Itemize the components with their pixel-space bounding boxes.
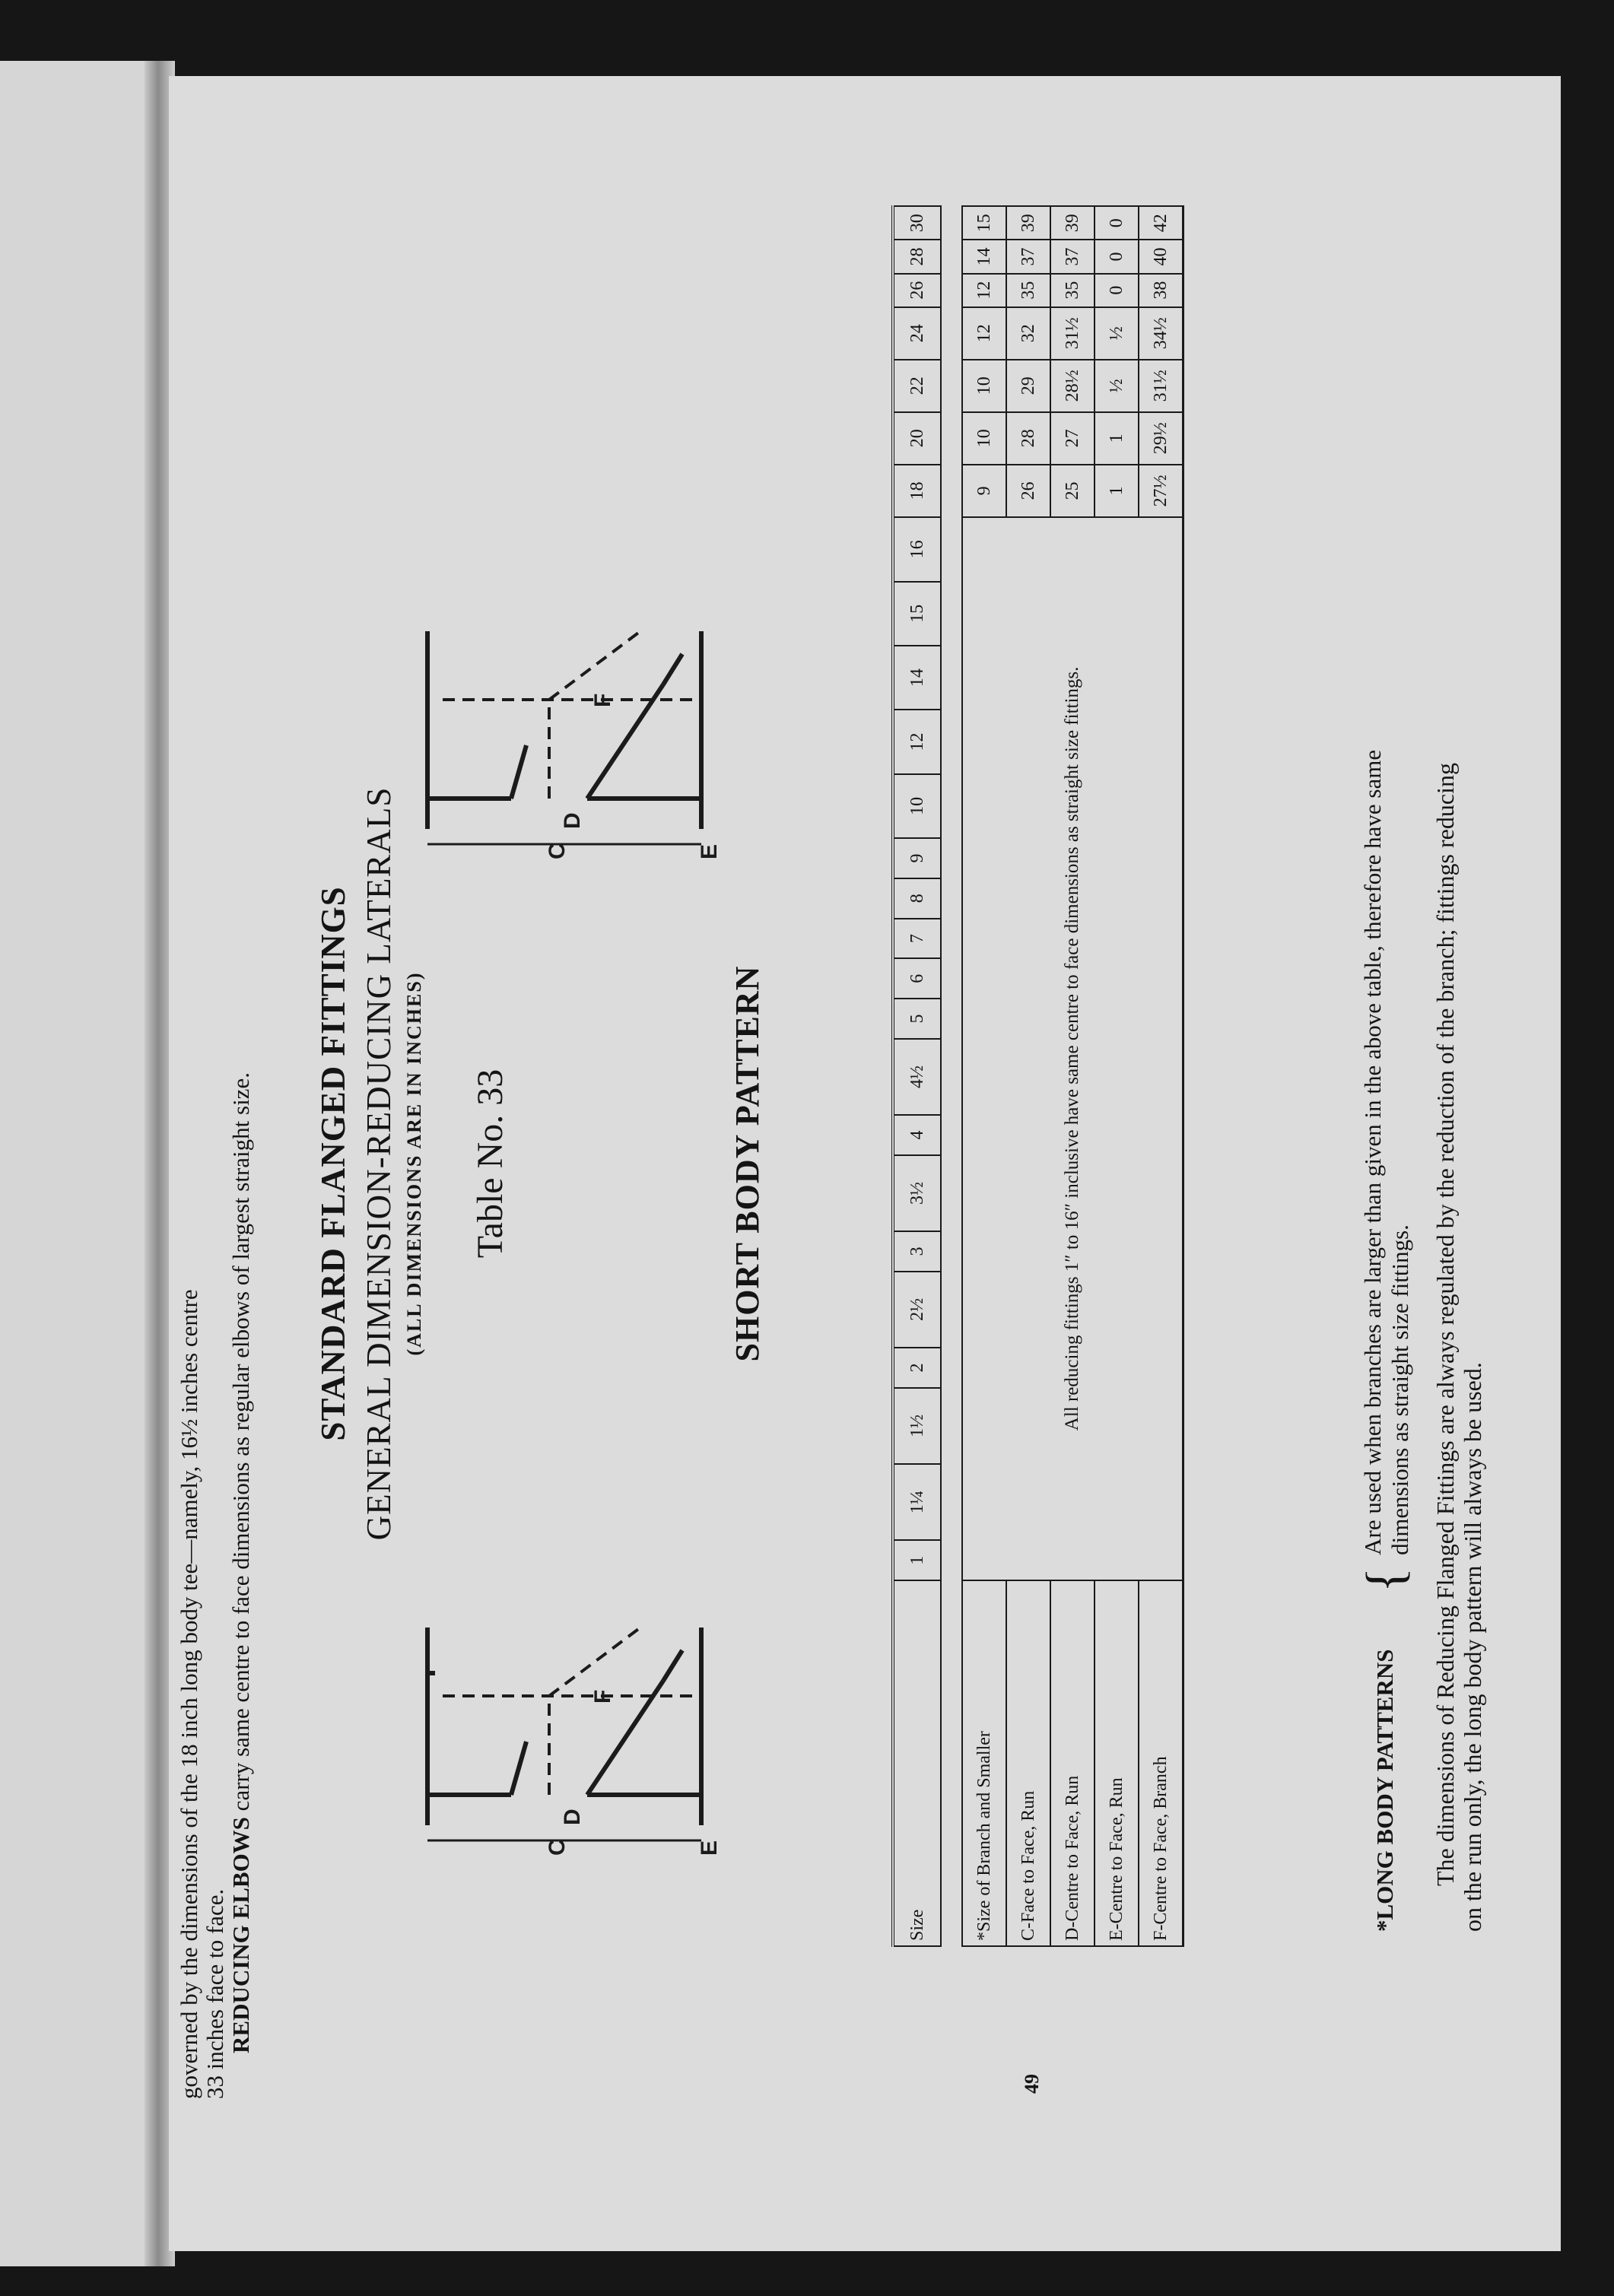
diagram-right-label-f: F: [590, 693, 615, 707]
value-cell: 14: [962, 240, 1006, 273]
diagram-left-label-c: C: [545, 1839, 570, 1856]
value-cell: 25: [1050, 465, 1095, 517]
long-body-note: [1356, 183, 1415, 1932]
size-cell: 20: [893, 412, 941, 465]
size-cell: 7: [893, 919, 941, 959]
size-cell: 14: [893, 646, 941, 710]
size-row: [893, 206, 941, 1946]
size-cell: 9: [893, 838, 941, 878]
size-cell: 2: [893, 1348, 941, 1388]
row-label: F-Centre to Face, Branch: [1139, 1580, 1183, 1946]
diagram-left-label-f: F: [590, 1689, 615, 1704]
footer-line-1: The dimensions of Reducing Flanged Fittings are always regulated by the reduction of the branch; fittings reducing: [1431, 763, 1459, 1886]
size-cell: 12: [893, 710, 941, 773]
size-cell: 6: [893, 958, 941, 999]
value-cell: 1: [1095, 412, 1139, 465]
value-cell: 39: [1050, 206, 1095, 240]
value-cell: 32: [1006, 307, 1050, 360]
size-cell: 24: [893, 307, 941, 360]
size-cell: 5: [893, 999, 941, 1039]
diagram-right-label-c: C: [545, 843, 570, 859]
value-cell: 10: [962, 360, 1006, 412]
size-cell: 2½: [893, 1272, 941, 1348]
top-text-line-1: governed by the dimensions of the 18 inch long body tee—namely, 16½ inches centre: [176, 1289, 202, 2099]
value-cell: 10: [962, 412, 1006, 465]
value-cell: 9: [962, 465, 1006, 517]
size-cell: 4: [893, 1115, 941, 1155]
value-cell: 31½: [1050, 307, 1095, 360]
row-label: E-Centre to Face, Run: [1095, 1580, 1139, 1946]
value-cell: 0: [1095, 206, 1139, 240]
long-body-label: *LONG BODY PATTERNS: [1371, 1649, 1398, 1932]
long-body-text-1: Are used when branches are larger than given in the above table, therefore have same: [1359, 749, 1386, 1555]
value-cell: 38: [1139, 274, 1183, 307]
value-cell: 37: [1050, 240, 1095, 273]
row-label: *Size of Branch and Smaller: [962, 1580, 1006, 1946]
value-cell: 12: [962, 274, 1006, 307]
page-subtitle: GENERAL DIMENSION-REDUCING LATERALS: [360, 786, 398, 1541]
dimension-table-grid: [891, 205, 1184, 1947]
value-cell: 12: [962, 307, 1006, 360]
value-cell: 0: [1095, 240, 1139, 273]
reducing-elbows-label: REDUCING ELBOWS: [227, 1817, 254, 2053]
value-cell: 28: [1006, 412, 1050, 465]
size-cell: 1¼: [893, 1464, 941, 1540]
value-cell: 15: [962, 206, 1006, 240]
size-cell: 15: [893, 582, 941, 646]
lateral-diagram-left: [412, 1605, 732, 1856]
diagram-right-label-d: D: [560, 812, 585, 829]
brace: {: [1356, 1567, 1415, 1593]
value-cell: 0: [1095, 274, 1139, 307]
lateral-diagram-right: [412, 608, 732, 859]
value-cell: 26: [1006, 465, 1050, 517]
value-cell: 40: [1139, 240, 1183, 273]
page-number: 49: [1021, 2074, 1043, 2094]
book-page: [169, 76, 1561, 2251]
size-cell: 30: [893, 206, 941, 240]
size-cell: 10: [893, 774, 941, 838]
value-cell: 35: [1006, 274, 1050, 307]
size-cell: 4½: [893, 1039, 941, 1115]
rotated-page-content: [169, 76, 1561, 2251]
diagram-right-label-e: E: [697, 843, 722, 859]
size-cell: 3: [893, 1231, 941, 1272]
value-cell: 28½: [1050, 360, 1095, 412]
footer-line-2: on the run only, the long body pattern will always be used.: [1459, 1362, 1486, 1932]
value-cell: 42: [1139, 206, 1183, 240]
merged-note: All reducing fittings 1″ to 16″ inclusive have same centre to face dimensions as straight size fittings.: [962, 517, 1183, 1580]
size-cell: 28: [893, 240, 941, 273]
value-cell: 35: [1050, 274, 1095, 307]
diagram-left-label-e: E: [697, 1840, 722, 1856]
value-cell: 1: [1095, 465, 1139, 517]
size-cell: 22: [893, 360, 941, 412]
size-cell: 3½: [893, 1155, 941, 1231]
value-cell: 37: [1006, 240, 1050, 273]
value-cell: 31½: [1139, 360, 1183, 412]
spacer-cell: [941, 206, 962, 1946]
size-cell: 8: [893, 878, 941, 919]
size-cell: 1: [893, 1540, 941, 1580]
reducing-elbows-text: carry same centre to face dimensions as regular elbows of largest straight size.: [227, 1072, 254, 1818]
value-cell: 27: [1050, 412, 1095, 465]
page-title: STANDARD FLANGED FITTINGS: [314, 886, 352, 1441]
dimension-table: [891, 205, 1184, 1947]
left-page-edge: [0, 61, 156, 2266]
size-cell: 1½: [893, 1388, 941, 1464]
diagram-left-label-d: D: [560, 1809, 585, 1825]
value-cell: 34½: [1139, 307, 1183, 360]
table-number: Table No. 33: [470, 1069, 510, 1259]
top-text-line-2: 33 inches face to face.: [202, 1888, 228, 2099]
value-cell: ½: [1095, 360, 1139, 412]
size-cell: 18: [893, 465, 941, 517]
table-row: [962, 206, 1006, 1946]
row-label: D-Centre to Face, Run: [1050, 1580, 1095, 1946]
spacer-row: [941, 206, 962, 1946]
size-label: Size: [893, 1580, 941, 1946]
value-cell: 39: [1006, 206, 1050, 240]
long-body-text-2: dimensions as straight size fittings.: [1387, 1224, 1413, 1555]
value-cell: 29: [1006, 360, 1050, 412]
value-cell: 29½: [1139, 412, 1183, 465]
size-cell: 26: [893, 274, 941, 307]
pattern-heading: SHORT BODY PATTERN: [729, 965, 766, 1362]
value-cell: ½: [1095, 307, 1139, 360]
size-cell: 16: [893, 517, 941, 582]
units-note: (ALL DIMENSIONS ARE IN INCHES): [403, 971, 425, 1356]
value-cell: 27½: [1139, 465, 1183, 517]
reducing-elbows-paragraph: [228, 167, 254, 2053]
row-label: C-Face to Face, Run: [1006, 1580, 1050, 1946]
